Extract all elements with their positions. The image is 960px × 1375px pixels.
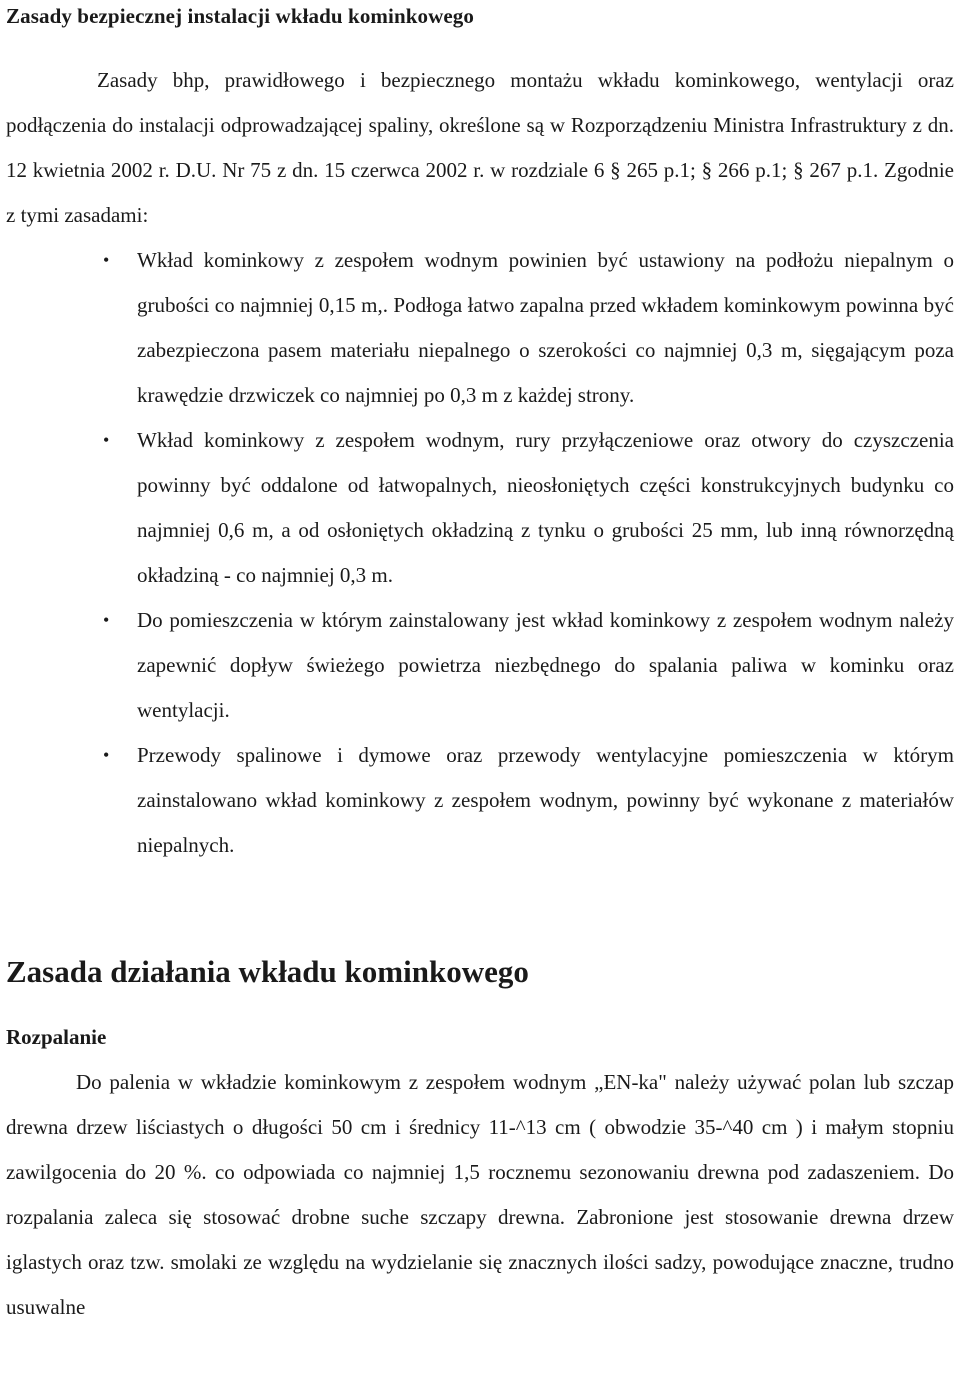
section-title: Zasada działania wkładu kominkowego xyxy=(6,954,529,989)
safety-rule-text: Wkład kominkowy z zespołem wodnym powinien być ustawiony na podłożu niepalnym o grubości co najmniej 0,15 m,. Podłoga łatwo zapalna przed wkładem kominkowym powinna być zabezpieczona pasem materiału niepalnego o szerokości co najmniej 0,3 m, sięgającym poza krawędzie drzwiczek co najmniej po 0,3 m z każdej strony. xyxy=(137,248,954,407)
safety-rule-text: Przewody spalinowe i dymowe oraz przewody wentylacyjne pomieszczenia w którym zainstalowano wkład kominkowy z zespołem wodnym, powinny być wykonane z materiałów niepalnych. xyxy=(137,743,954,857)
subsection-title: Rozpalanie xyxy=(6,1025,107,1049)
safety-rules-list xyxy=(6,238,954,868)
safety-rule-item xyxy=(6,733,954,868)
bullet-icon: • xyxy=(103,610,110,630)
safety-rule-text: Wkład kominkowy z zespołem wodnym, rury przyłączeniowe oraz otwory do czyszczenia powinny być oddalone od łatwopalnych, nieosłoniętych części konstrukcyjnych budynku co najmniej 0,6 m, a od osłoniętych okładziną z tynku o grubości 25 mm, lub inną równorzędną okładziną - co najmniej 0,3 m. xyxy=(137,428,954,587)
bullet-icon: • xyxy=(103,745,110,765)
bullet-icon: • xyxy=(103,250,110,270)
safety-rule-item xyxy=(6,598,954,733)
safety-rule-text: Do pomieszczenia w którym zainstalowany jest wkład kominkowy z zespołem wodnym należy zapewnić dopływ świeżego powietrza niezbędnego do spalania paliwa w kominku oraz wentylacji. xyxy=(137,608,954,722)
safety-rule-item xyxy=(6,238,954,418)
intro-paragraph: Zasady bhp, prawidłowego i bezpiecznego montażu wkładu kominkowego, wentylacji oraz podłączenia do instalacji odprowadzającej spaliny, określone są w Rozporządzeniu Ministra Infrastruktury z dn. 12 kwietnia 2002 r. D.U. Nr 75 z dn. 15 czerwca 2002 r. w rozdziale 6 § 265 p.1; § 266 p.1; § 267 p.1. Zgodnie z tymi zasadami: xyxy=(6,68,954,227)
safety-rule-item xyxy=(6,418,954,598)
body-paragraph: Do palenia w wkładzie kominkowym z zespołem wodnym „EN-ka" należy używać polan lub szczap drewna drzew liściastych o długości 50 cm i średnicy 11-^13 cm ( obwodzie 35-^40 cm ) i małym stopniu zawilgocenia do 20 %. co odpowiada co najmniej 1,5 rocznemu sezonowaniu drewna pod zadaszeniem. Do rozpalania zaleca się stosować drobne suche szczapy drewna. Zabronione jest stosowanie drewna drzew iglastych oraz tzw. smolaki ze względu na wydzielanie się znacznych ilości sadzy, powodujące znaczne, trudno usuwalne xyxy=(6,1070,954,1319)
bullet-icon: • xyxy=(103,430,110,450)
document-title: Zasady bezpiecznej instalacji wkładu kominkowego xyxy=(6,4,474,28)
